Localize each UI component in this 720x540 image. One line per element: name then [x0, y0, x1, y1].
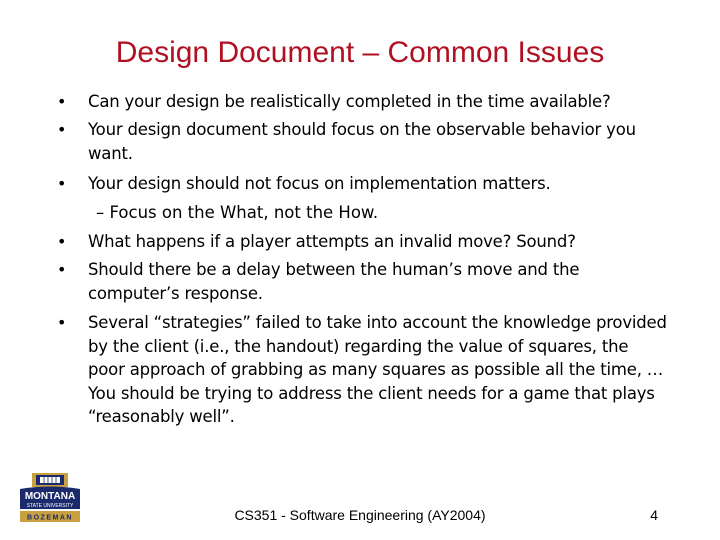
- svg-text:MONTANA: MONTANA: [24, 491, 76, 502]
- svg-text:STATE UNIVERSITY: STATE UNIVERSITY: [26, 503, 74, 509]
- slide-title: Design Document – Common Issues: [115, 36, 605, 69]
- bullet-marker: •: [57, 174, 67, 193]
- bullet-item: Your design should not focus on implementation matters.: [88, 174, 551, 193]
- bullet-item: Should there be a delay between the human’s move and the computer’s response.: [88, 260, 580, 303]
- page-number: 4: [650, 507, 658, 523]
- bullet-item: Your design document should focus on the observable behavior you want.: [88, 120, 636, 163]
- bullet-marker: •: [57, 260, 67, 279]
- bullet-marker: •: [57, 313, 67, 332]
- bullet-item: What happens if a player attempts an invalid move? Sound?: [88, 232, 576, 251]
- footer-course: CS351 - Software Engineering (AY2004): [234, 507, 486, 523]
- bullet-marker: •: [57, 92, 67, 111]
- bullet-marker: •: [57, 232, 67, 251]
- svg-text:BOZEMAN: BOZEMAN: [27, 514, 73, 522]
- bullet-item: Several “strategies” failed to take into account the knowledge provided by the client (i.e., the handout) regarding the value of squares, the poor approach of grabbing as many squares as possible all the time, … You should be trying to address the client needs for a game that plays “reasonably well”.: [88, 313, 667, 426]
- sub-bullet-item: – Focus on the What, not the How.: [96, 203, 379, 222]
- bullet-marker: •: [57, 120, 67, 139]
- bullet-item: Can your design be realistically completed in the time available?: [88, 92, 611, 111]
